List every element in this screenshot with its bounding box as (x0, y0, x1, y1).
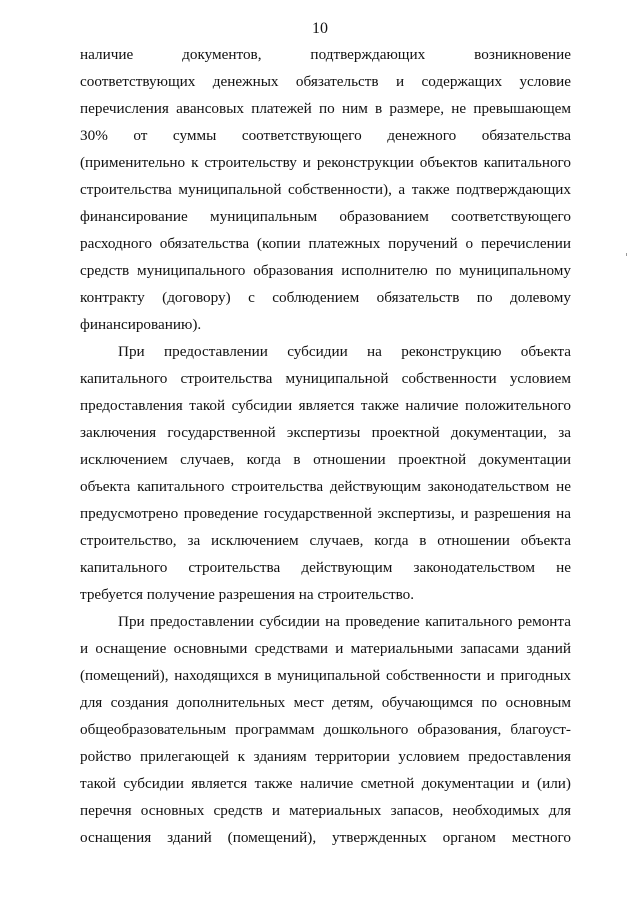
text-line: расходного обязательства (копии платежных поручений о перечислении (80, 235, 571, 252)
text-line: строительство, за исключением случаев, когда в отношении объекта (80, 532, 571, 549)
text-line: контракту (договору) с соблюдением обязательств по долевому (80, 289, 571, 306)
text-line: объекта капитального строительства действующим законодательством не (80, 478, 571, 495)
text-line: заключения государственной экспертизы проектной документации, за (80, 424, 571, 441)
text-line: финансированию). (80, 316, 202, 333)
scan-speck (626, 253, 627, 256)
text-line: средств муниципального образования исполнителю по муниципальному (80, 262, 571, 279)
text-line: и оснащение основными средствами и материальными запасами зданий (80, 640, 571, 657)
text-line: (помещений), находящихся в муниципальной собственности и пригодных (80, 667, 571, 684)
text-line: перечисления авансовых платежей по ним в размере, не превышающем (80, 100, 571, 117)
text-line: исключением случаев, когда в отношении проектной документации (80, 451, 571, 468)
text-line: финансирование муниципальным образованием соответствующего (80, 208, 571, 225)
text-line: наличие документов, подтверждающих возникновение (80, 46, 571, 63)
paragraph-first-line: При предоставлении субсидии на проведение капитального ремонта (118, 613, 571, 630)
text-line: (применительно к строительству и реконструкции объектов капитального (80, 154, 571, 171)
text-line: капитального строительства муниципальной собственности условием (80, 370, 571, 387)
text-line: предоставления такой субсидии является также наличие положительного (80, 397, 571, 414)
text-line: строительства муниципальной собственности), а также подтверждающих (80, 181, 571, 198)
text-line: 30% от суммы соответствующего денежного обязательства (80, 127, 571, 144)
text-line: для создания дополнительных мест детям, обучающимся по основным (80, 694, 571, 711)
text-line: капитального строительства действующим законодательством не (80, 559, 571, 576)
text-line: такой субсидии является также наличие сметной документации и (или) (80, 775, 571, 792)
text-line: предусмотрено проведение государственной экспертизы, и разрешения на (80, 505, 571, 522)
page-number: 10 (312, 20, 328, 37)
text-line: перечня основных средств и материальных запасов, необходимых для (80, 802, 571, 819)
text-line: общеобразовательным программам дошкольного образования, благоуст- (80, 721, 571, 738)
text-line: ройство прилегающей к зданиям территории условием предоставления (80, 748, 571, 765)
text-line: оснащения зданий (помещений), утвержденных органом местного (80, 829, 571, 846)
paragraph-first-line: При предоставлении субсидии на реконструкцию объекта (118, 343, 571, 360)
text-line: соответствующих денежных обязательств и содержащих условие (80, 73, 571, 90)
text-line: требуется получение разрешения на строительство. (80, 586, 415, 603)
